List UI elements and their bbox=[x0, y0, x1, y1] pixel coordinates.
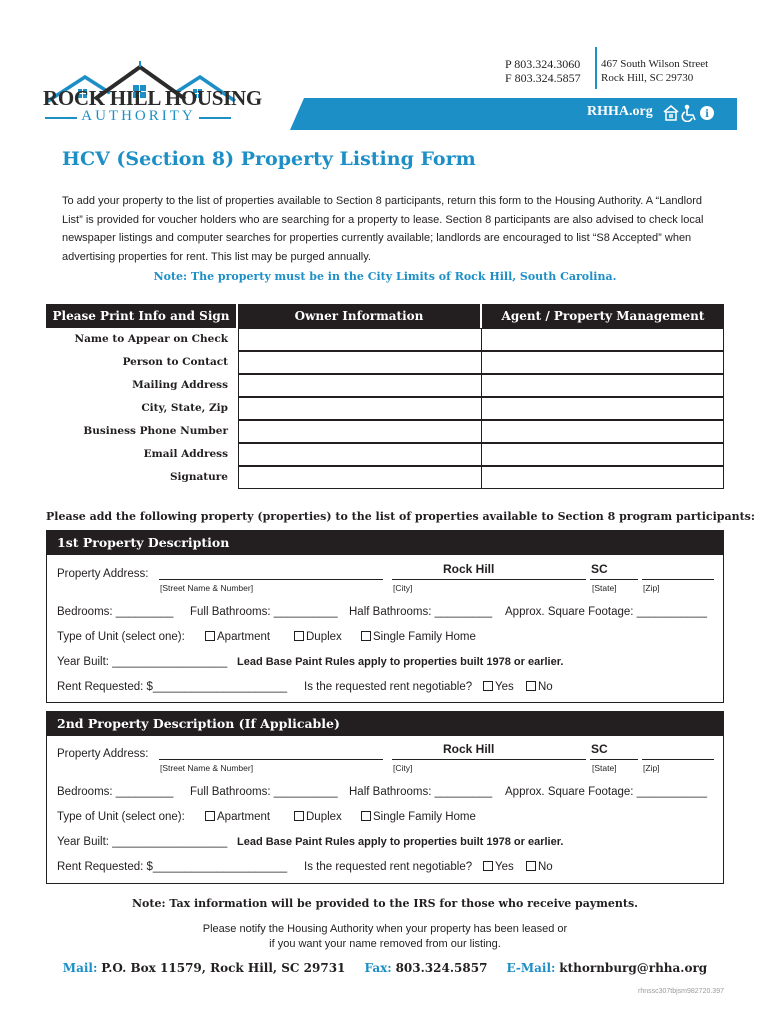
city-caption: [City] bbox=[393, 763, 413, 773]
owner-contact-person-field[interactable] bbox=[238, 351, 482, 374]
duplex-checkbox[interactable] bbox=[294, 631, 304, 641]
no-label: No bbox=[538, 681, 553, 693]
state-value: SC bbox=[591, 742, 608, 756]
no-label: No bbox=[538, 861, 553, 873]
property-1-section bbox=[46, 530, 724, 703]
duplex-label: Duplex bbox=[306, 811, 342, 823]
unit-type-single-family-option[interactable] bbox=[361, 631, 476, 643]
no-checkbox[interactable] bbox=[526, 681, 536, 691]
agent-name-on-check-field[interactable] bbox=[481, 328, 724, 351]
add-property-instruction: Please add the following property (properties) to the list of properties available to Section 8 program participants: bbox=[46, 510, 755, 523]
logo-wordmark: ROCK HILL HOUSING bbox=[43, 86, 262, 110]
table-header-instructions: Please Print Info and Sign bbox=[46, 304, 236, 328]
agent-contact-person-field[interactable] bbox=[481, 351, 724, 374]
full-bathrooms-field[interactable]: Full Bathrooms: __________ bbox=[190, 786, 338, 798]
unit-type-duplex-option[interactable] bbox=[294, 811, 342, 823]
square-footage-field[interactable]: Approx. Square Footage: ___________ bbox=[505, 786, 708, 798]
city-caption: [City] bbox=[393, 583, 413, 593]
property-address-label: Property Address: bbox=[57, 568, 149, 580]
negotiable-yes-option[interactable] bbox=[483, 681, 514, 693]
single-family-label: Single Family Home bbox=[373, 631, 476, 643]
mail-address: P.O. Box 11579, Rock Hill, SC 29731 bbox=[101, 961, 346, 975]
owner-name-on-check-field[interactable] bbox=[238, 328, 482, 351]
state-value: SC bbox=[591, 562, 608, 576]
rent-requested-field[interactable]: Rent Requested: $_____________________ bbox=[57, 681, 288, 693]
rent-negotiable-question: Is the requested rent negotiable? bbox=[304, 681, 473, 693]
street-address-field[interactable] bbox=[159, 579, 383, 580]
yes-label: Yes bbox=[495, 681, 514, 693]
single-family-label: Single Family Home bbox=[373, 811, 476, 823]
table-header-agent: Agent / Property Management bbox=[482, 304, 724, 328]
yes-label: Yes bbox=[495, 861, 514, 873]
unit-type-apartment-option[interactable] bbox=[205, 631, 270, 643]
fax-number: F 803.324.5857 bbox=[505, 71, 581, 85]
negotiable-no-option[interactable] bbox=[526, 681, 553, 693]
property-2-section bbox=[46, 711, 724, 884]
row-label-city-state-zip: City, State, Zip bbox=[141, 402, 228, 414]
lead-paint-note: Lead Base Paint Rules apply to properties built 1978 or earlier. bbox=[237, 656, 564, 668]
logo-subtitle: AUTHORITY bbox=[81, 108, 196, 124]
state-field[interactable] bbox=[590, 579, 638, 580]
owner-email-field[interactable] bbox=[238, 443, 482, 466]
notify-paragraph bbox=[0, 922, 770, 952]
notify-line-2: if you want your name removed from our listing. bbox=[269, 938, 501, 950]
city-limits-note: Note: The property must be in the City Limits of Rock Hill, South Carolina. bbox=[153, 270, 617, 283]
apartment-checkbox[interactable] bbox=[205, 811, 215, 821]
single-family-checkbox[interactable] bbox=[361, 631, 371, 641]
contact-divider bbox=[595, 47, 597, 89]
year-built-field[interactable]: Year Built: __________________ bbox=[57, 656, 228, 668]
yes-checkbox[interactable] bbox=[483, 861, 493, 871]
intro-paragraph: To add your property to the list of properties available to Section 8 participants, return this form to the Housing Authority. A “Landlord List” is provided for voucher holders who are searching for a property to lease. Section 8 participants are also advised to check local newspaper listings and computer searches for properties currently available; landlords are encouraged to list “S8 Accepted” when advertising properties for rent. This list may be purged annually. bbox=[62, 195, 704, 263]
email-link[interactable]: kthornburg@rhha.org bbox=[559, 961, 708, 975]
contact-phones bbox=[505, 57, 581, 85]
yes-checkbox[interactable] bbox=[483, 681, 493, 691]
phone-number: P 803.324.3060 bbox=[505, 57, 581, 71]
state-caption: [State] bbox=[592, 763, 617, 773]
apartment-label: Apartment bbox=[217, 631, 271, 643]
rent-negotiable-question: Is the requested rent negotiable? bbox=[304, 861, 473, 873]
row-label-business-phone: Business Phone Number bbox=[83, 425, 228, 437]
row-label-email: Email Address bbox=[143, 448, 228, 460]
zip-caption: [Zip] bbox=[643, 763, 660, 773]
state-caption: [State] bbox=[592, 583, 617, 593]
duplex-label: Duplex bbox=[306, 631, 342, 643]
no-checkbox[interactable] bbox=[526, 861, 536, 871]
owner-mailing-address-field[interactable] bbox=[238, 374, 482, 397]
zip-caption: [Zip] bbox=[643, 583, 660, 593]
unit-type-single-family-option[interactable] bbox=[361, 811, 476, 823]
year-built-field[interactable]: Year Built: __________________ bbox=[57, 836, 228, 848]
mail-label: Mail: bbox=[62, 961, 98, 975]
agent-email-field[interactable] bbox=[481, 443, 724, 466]
property-address-label: Property Address: bbox=[57, 748, 149, 760]
lead-paint-note: Lead Base Paint Rules apply to properties built 1978 or earlier. bbox=[237, 836, 564, 848]
agent-city-state-zip-field[interactable] bbox=[481, 397, 724, 420]
address-street: 467 South Wilson Street bbox=[601, 58, 709, 70]
single-family-checkbox[interactable] bbox=[361, 811, 371, 821]
half-bathrooms-field[interactable]: Half Bathrooms: _________ bbox=[349, 606, 493, 618]
contact-footer bbox=[0, 961, 770, 975]
street-caption: [Street Name & Number] bbox=[160, 763, 254, 773]
logo-rule-right bbox=[199, 117, 231, 119]
city-field[interactable] bbox=[392, 579, 586, 580]
owner-business-phone-field[interactable] bbox=[238, 420, 482, 443]
email-label: E-Mail: bbox=[506, 961, 556, 975]
city-field[interactable] bbox=[392, 759, 586, 760]
negotiable-yes-option[interactable] bbox=[483, 861, 514, 873]
bedrooms-field[interactable]: Bedrooms: _________ bbox=[57, 606, 174, 618]
owner-signature-field[interactable] bbox=[238, 466, 482, 489]
apartment-checkbox[interactable] bbox=[205, 631, 215, 641]
row-label-signature: Signature bbox=[169, 471, 228, 483]
agent-mailing-address-field[interactable] bbox=[481, 374, 724, 397]
bedrooms-field[interactable]: Bedrooms: _________ bbox=[57, 786, 174, 798]
svg-text:i: i bbox=[705, 109, 709, 120]
street-address-field[interactable] bbox=[159, 759, 383, 760]
unit-type-duplex-option[interactable] bbox=[294, 631, 342, 643]
agent-signature-field[interactable] bbox=[481, 466, 724, 489]
document-code: rhnssc307tbjsm982720.397 bbox=[637, 988, 724, 995]
property-2-heading: 2nd Property Description (If Applicable) bbox=[47, 712, 723, 736]
owner-city-state-zip-field[interactable] bbox=[238, 397, 482, 420]
zip-field[interactable] bbox=[642, 759, 714, 760]
tax-note: Note: Tax information will be provided to the IRS for those who receive payments. bbox=[131, 897, 639, 910]
square-footage-field[interactable]: Approx. Square Footage: ___________ bbox=[505, 606, 708, 618]
city-value: Rock Hill bbox=[443, 742, 495, 756]
street-caption: [Street Name & Number] bbox=[160, 583, 254, 593]
contact-address bbox=[601, 57, 708, 85]
row-label-name-on-check: Name to Appear on Check bbox=[74, 333, 228, 345]
row-label-mailing-address: Mailing Address bbox=[132, 379, 228, 391]
half-bathrooms-field[interactable]: Half Bathrooms: _________ bbox=[349, 786, 493, 798]
unit-type-label: Type of Unit (select one): bbox=[57, 811, 185, 823]
property-1-heading: 1st Property Description bbox=[47, 531, 723, 555]
website-link[interactable]: RHHA.org bbox=[587, 104, 653, 119]
address-city: Rock Hill, SC 29730 bbox=[601, 72, 694, 84]
fax-value: 803.324.5857 bbox=[395, 961, 488, 975]
notify-line-1: Please notify the Housing Authority when your property has been leased or bbox=[202, 923, 568, 935]
fair-housing-accessibility-icons bbox=[662, 104, 720, 122]
agent-business-phone-field[interactable] bbox=[481, 420, 724, 443]
negotiable-no-option[interactable] bbox=[526, 861, 553, 873]
full-bathrooms-field[interactable]: Full Bathrooms: __________ bbox=[190, 606, 338, 618]
page-title: HCV (Section 8) Property Listing Form bbox=[62, 148, 476, 170]
rent-requested-field[interactable]: Rent Requested: $_____________________ bbox=[57, 861, 288, 873]
fax-label: Fax: bbox=[364, 961, 392, 975]
table-header-owner: Owner Information bbox=[238, 304, 480, 328]
state-field[interactable] bbox=[590, 759, 638, 760]
apartment-label: Apartment bbox=[217, 811, 271, 823]
zip-field[interactable] bbox=[642, 579, 714, 580]
city-value: Rock Hill bbox=[443, 562, 495, 576]
unit-type-apartment-option[interactable] bbox=[205, 811, 270, 823]
row-label-person-to-contact: Person to Contact bbox=[122, 356, 228, 368]
unit-type-label: Type of Unit (select one): bbox=[57, 631, 185, 643]
duplex-checkbox[interactable] bbox=[294, 811, 304, 821]
